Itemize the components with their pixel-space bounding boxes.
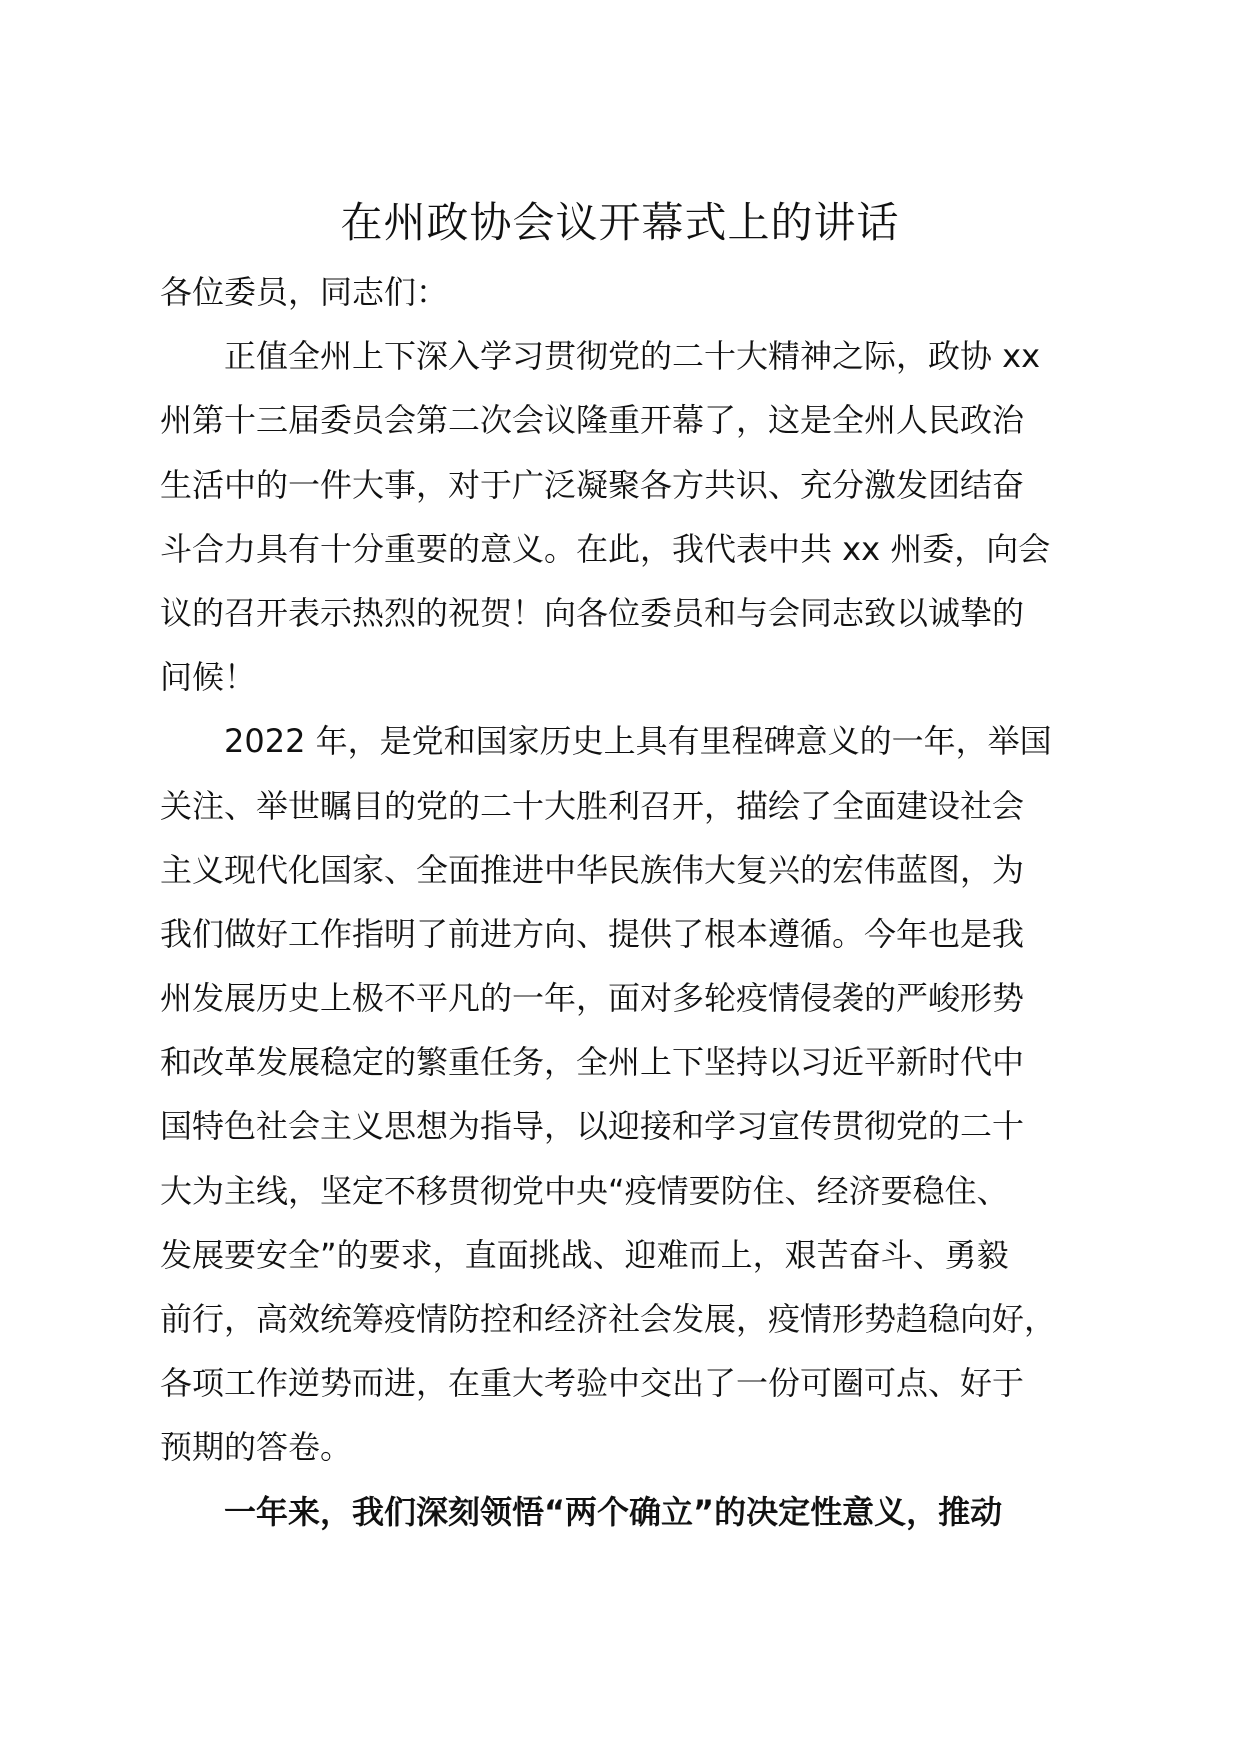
- body-line: 2022 年，是党和国家历史上具有里程碑意义的一年，举国: [224, 722, 1052, 761]
- body-line: 议的召开表示热烈的祝贺！向各位委员和与会同志致以诚挚的: [160, 593, 1025, 632]
- body-line: 和改革发展稳定的繁重任务，全州上下坚持以习近平新时代中: [160, 1043, 1025, 1082]
- body-line: 州第十三届委员会第二次会议隆重开幕了，这是全州人民政治: [160, 401, 1025, 440]
- body-line: 大为主线，坚定不移贯彻党中央“疫情要防住、经济要稳住、: [160, 1171, 1009, 1210]
- document-title: 在州政协会议开幕式上的讲话: [340, 198, 900, 247]
- body-line: 我们做好工作指明了前进方向、提供了根本遵循。今年也是我: [160, 914, 1025, 953]
- body-line: 各项工作逆势而进，在重大考验中交出了一份可圈可点、好于: [160, 1364, 1025, 1403]
- body-line: 关注、举世瞩目的党的二十大胜利召开，描绘了全面建设社会: [160, 786, 1025, 825]
- body-line: 预期的答卷。: [160, 1428, 353, 1467]
- body-line: 生活中的一件大事，对于广泛凝聚各方共识、充分激发团结奋: [160, 465, 1025, 504]
- document-body: [160, 260, 1100, 1544]
- body-line: 州发展历史上极不平凡的一年，面对多轮疫情侵袭的严峻形势: [160, 979, 1025, 1018]
- salutation-line: 各位委员，同志们：: [160, 273, 449, 311]
- body-line: 主义现代化国家、全面推进中华民族伟大复兴的宏伟蓝图，为: [160, 850, 1025, 889]
- body-line: 斗合力具有十分重要的意义。在此，我代表中共 xx 州委，向会: [160, 529, 1051, 568]
- body-line: 前行，高效统筹疫情防控和经济社会发展，疫情形势趋稳向好，: [160, 1300, 1057, 1338]
- body-line: 正值全州上下深入学习贯彻党的二十大精神之际，政协 xx: [224, 337, 1041, 376]
- body-line: 国特色社会主义思想为指导，以迎接和学习宣传贯彻党的二十: [160, 1107, 1025, 1146]
- body-line: 问候！: [160, 658, 257, 697]
- body-line: 一年来，我们深刻领悟“两个确立”的决定性意义，推动: [224, 1492, 1003, 1531]
- body-line: 发展要安全”的要求，直面挑战、迎难而上，艰苦奋斗、勇毅: [160, 1235, 1009, 1274]
